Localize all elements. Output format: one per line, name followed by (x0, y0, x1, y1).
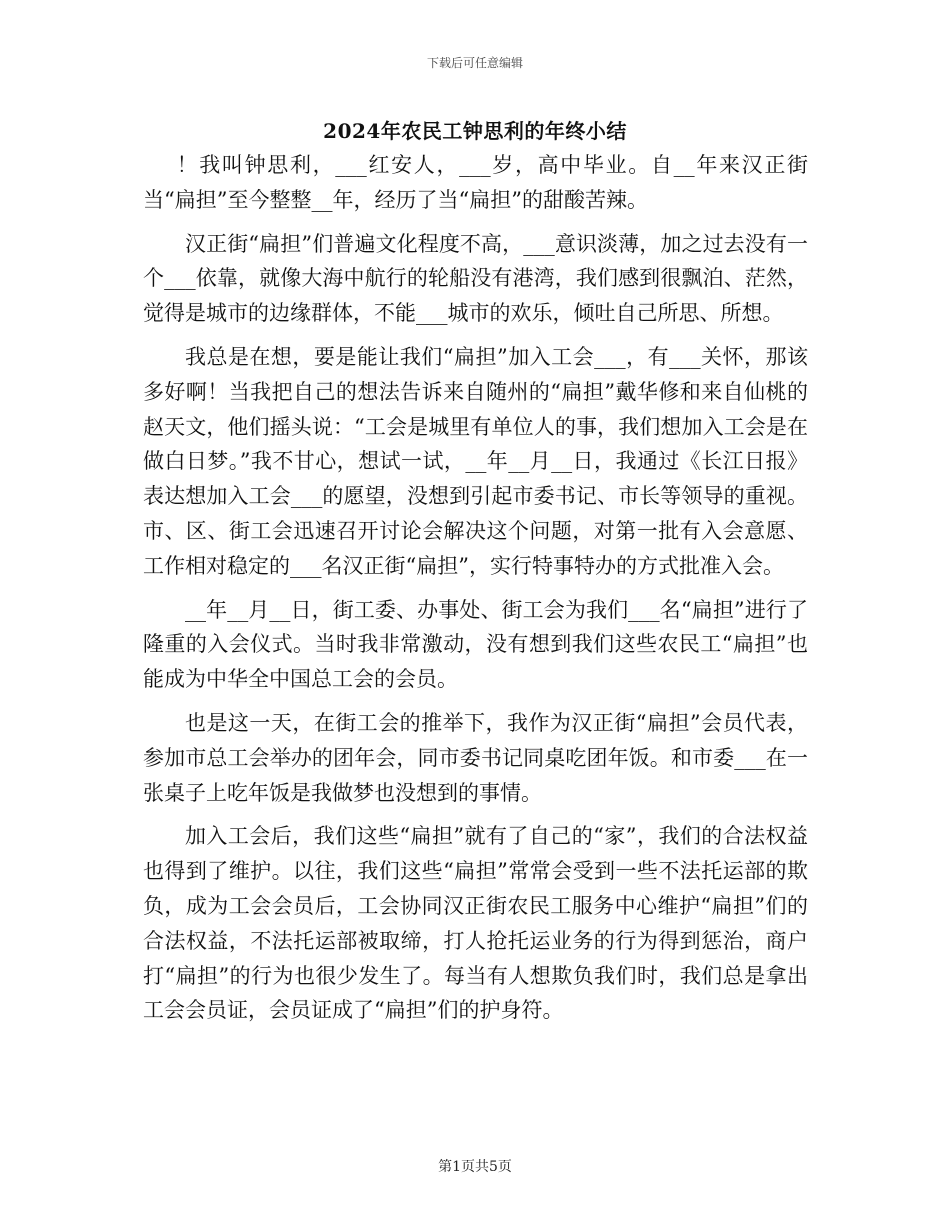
document-body (143, 148, 808, 1037)
paragraph: __年__月__日，街工委、办事处、街工会为我们___名“扁担”进行了隆重的入会仪式。当时我非常激动，没有想到我们这些农民工“扁担”也能成为中华全中国总工会的会员。 (143, 597, 808, 692)
document-title: 2024年农民工钟思利的年终小结 (323, 119, 627, 143)
paragraph: 加入工会后，我们这些“扁担”就有了自己的“家”，我们的合法权益也得到了维护。以往，我们这些“扁担”常常会受到一些不法托运部的欺负，成为工会会员后，工会协同汉正街农民工服务中心维护“扁担”们的合法权益，不法托运部被取缔，打人抢托运业务的行为得到惩治，商户打“扁担”的行为也很少发生了。每当有人想欺负我们时，我们总是拿出工会会员证，会员证成了“扁担”们的护身符。 (143, 824, 808, 1023)
page-header-note: 下载后可任意编辑 (426, 56, 523, 70)
paragraph: 我总是在想，要是能让我们“扁担”加入工会___，有___关怀，那该多好啊！当我把自己的想法告诉来自随州的“扁担”戴华修和来自仙桃的赵天文，他们摇头说：“工会是城里有单位人的事，我们想加入工会是在做白日梦。”我不甘心，想试一试，__年__月__日，我通过《长江日报》表达想加入工会___的愿望，没想到引起市委书记、市长等领导的重视。市、区、街工会迅速召开讨论会解决这个问题，对第一批有入会意愿、工作相对稳定的___名汉正街“扁担”，实行特事特办的方式批准入会。 (143, 344, 808, 578)
page-number: 第1页共5页 (438, 1159, 512, 1175)
paragraph: ！我叫钟思利，___红安人，___岁，高中毕业。自__年来汉正街当“扁担”至今整整__年，经历了当“扁担”的甜酸苦辣。 (143, 153, 808, 212)
paragraph: 汉正街“扁担”们普遍文化程度不高，___意识淡薄，加之过去没有一个___依靠，就像大海中航行的轮船没有港湾，我们感到很飘泊、茫然，觉得是城市的边缘群体，不能___城市的欢乐，倾吐自己所思、所想。 (143, 231, 808, 326)
paragraph: 也是这一天，在街工会的推举下，我作为汉正街“扁担”会员代表，参加市总工会举办的团年会，同市委书记同桌吃团年饭。和市委___在一张桌子上吃年饭是我做梦也没想到的事情。 (143, 710, 808, 805)
